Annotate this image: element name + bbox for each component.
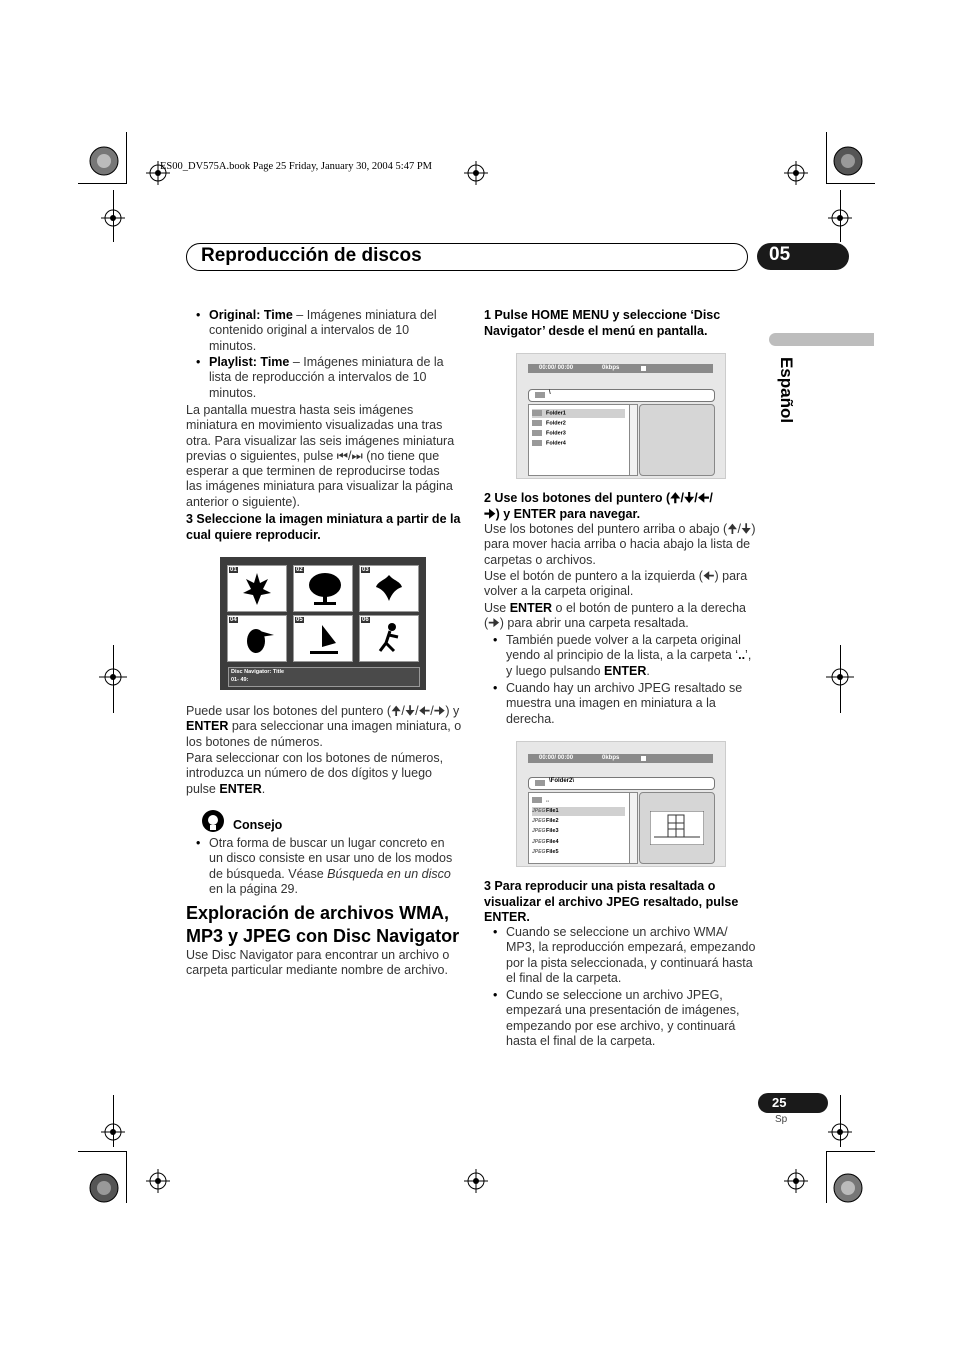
status-bar	[528, 754, 713, 763]
list-item[interactable]	[532, 430, 566, 436]
page-number: 25	[772, 1095, 787, 1110]
windsurf-icon	[308, 621, 340, 657]
bullet-bold: Original: Time	[209, 308, 293, 322]
jpeg-preview-image	[650, 811, 704, 845]
chapter-badge	[757, 243, 849, 270]
bitrate-readout: 0kbps	[602, 755, 620, 761]
folder-icon	[532, 430, 542, 436]
thumb-number: 02	[296, 567, 303, 573]
jpeg-icon: JPEG	[532, 818, 546, 824]
list-item[interactable]	[532, 410, 566, 416]
tip-lightbulb-icon	[200, 809, 226, 835]
list-item-label: File3	[546, 828, 559, 834]
folder-up-icon	[532, 797, 542, 803]
skater-icon	[374, 621, 404, 657]
folder-icon	[535, 780, 545, 786]
thumb-number: 06	[362, 617, 369, 623]
enter-key: ENTER	[186, 719, 229, 734]
step-line: 🠊) y ENTER para navegar.	[484, 506, 641, 521]
para-text: Puede usar los botones del puntero (🠉/🠋/🠈/🠊) y	[186, 704, 460, 718]
thumbnail-01[interactable]	[227, 565, 287, 612]
list-item-label: File2	[546, 818, 559, 824]
paragraph-thumbnails: La pantalla muestra hasta seis imágenes miniatura en movimiento visualizadas una tras otra. Para visualizar las seis imágenes miniatura previas o siguientes, pulse ⏮/⏭ (no tiene que esperar a que terminen de reproducirse todas las imágenes miniatura para visualizar la página anterior o siguiente).	[186, 403, 455, 509]
chapter-number: 05	[769, 244, 791, 265]
thumb-number: 05	[296, 617, 303, 623]
thumb-number: 01	[230, 567, 237, 573]
section-heading	[186, 902, 466, 948]
tip-title: Consejo	[233, 818, 283, 832]
thumb-number: 03	[362, 567, 369, 573]
toucan-icon	[242, 621, 274, 657]
paragraph-left: Use el botón de puntero a la izquierda (🠈) para volver a la carpeta original.	[484, 569, 748, 599]
step-1-home-menu: 1 Pulse HOME MENU y seleccione ‘Disc Navigator’ desde el menú en pantalla.	[484, 308, 721, 338]
para-text: .	[261, 781, 266, 796]
bullet-bold: Playlist: Time	[209, 355, 290, 369]
status-bar	[528, 364, 713, 373]
folder-icon	[532, 420, 542, 426]
list-item[interactable]	[532, 808, 559, 814]
section-title: Reproducción de discos	[201, 245, 422, 266]
enter-key: ENTER	[509, 601, 553, 615]
para-text: o el botón de puntero a la derecha (🠊) para abrir una carpeta resaltada.	[484, 601, 746, 631]
step-line: 2 Use los botones del puntero (🠉/🠋/🠈/	[484, 491, 713, 505]
list-item[interactable]	[532, 420, 566, 426]
heading-line-2: MP3 y JPEG con Disc Navigator	[186, 926, 460, 946]
parent-dots: ..	[738, 648, 746, 663]
list-item-label: ..	[546, 797, 550, 804]
paragraph-number-buttons	[186, 751, 462, 797]
stop-icon	[641, 756, 646, 761]
bitrate-readout: 0kbps	[602, 365, 620, 371]
stop-icon	[641, 366, 646, 371]
tip-text-part: Otra forma de buscar un lugar concreto en un disco consiste en usar uno de los modos de búsqueda. Véase	[209, 836, 453, 881]
list-item[interactable]	[532, 440, 566, 446]
list-item-label: File5	[546, 849, 559, 855]
jpeg-icon: JPEG	[532, 849, 546, 855]
preview-pane	[639, 792, 715, 864]
paragraph-right	[484, 601, 759, 632]
thumbnail-04[interactable]	[227, 615, 287, 662]
list-item[interactable]	[532, 818, 559, 824]
path-field[interactable]	[528, 777, 715, 790]
disc-navigator-screen-2	[516, 741, 726, 867]
path-text: \	[549, 390, 551, 396]
list-item[interactable]	[532, 828, 559, 834]
print-file-line: ES00_DV575A.book Page 25 Friday, January 30, 2004 5:47 PM	[160, 161, 433, 172]
language-code: Sp	[775, 1114, 788, 1125]
page-number-badge	[758, 1093, 828, 1113]
time-readout: 00:00/ 00:00	[539, 755, 574, 761]
paragraph-disc-navigator: Use Disc Navigator para encontrar un archivo o carpeta particular mediante nombre de archivo.	[186, 948, 450, 978]
list-item-label: File4	[546, 839, 559, 845]
list-item-label: Folder4	[546, 440, 566, 447]
step-3-select-thumbnail: 3 Seleccione la imagen miniatura a partir de la cual quiere reproducir.	[186, 512, 461, 542]
bullet-text: – Imágenes miniatura de la lista de reproducción a intervalos de 10 minutos.	[209, 355, 444, 400]
tip-link: Búsqueda en un disco	[327, 866, 451, 881]
time-readout: 00:00/ 00:00	[539, 365, 574, 371]
bullet-text: También puede volver a la carpeta original yendo al principio de la lista, a la carpeta ‘	[506, 633, 741, 663]
thumbnail-06[interactable]	[359, 615, 419, 662]
leaf-icon	[242, 571, 272, 607]
scrollbar[interactable]	[629, 793, 637, 863]
list-item[interactable]	[532, 849, 559, 855]
thumbnail-05[interactable]	[293, 615, 353, 662]
bullet-jpeg-preview: • Cuando hay un archivo JPEG resaltado se muestra una imagen en miniatura a la derecha.	[506, 681, 758, 727]
tip-text	[209, 836, 461, 897]
file-list[interactable]	[528, 792, 638, 864]
bullet-wma-mp3: • Cuando se seleccione un archivo WMA/ MP3, la reproducción empezará, empezando por la pista seleccionada, y continuará hasta el final de la carpeta.	[506, 925, 758, 986]
bullet-playlist-time	[209, 355, 459, 401]
thumb-number: 04	[230, 617, 237, 623]
flower-icon	[374, 571, 404, 607]
language-tab	[776, 350, 796, 430]
list-item-label: Folder3	[546, 430, 566, 437]
tree-icon	[308, 571, 342, 607]
para-text: Para seleccionar con los botones de números, introduzca un número de dos dígitos y luego pulse	[186, 751, 444, 796]
bullet-text: – Imágenes miniatura del contenido original a intervalos de 10 minutos.	[209, 308, 437, 353]
grid-footer-time: 01- 49:	[231, 677, 249, 683]
bullet-jpeg-slideshow: • Cundo se seleccione un archivo JPEG, empezará una presentación de imágenes, empezando por ese archivo, y continuará hasta el final de la carpeta.	[506, 988, 758, 1049]
list-item-label: File1	[546, 808, 559, 814]
list-item-parent[interactable]	[532, 797, 549, 803]
thumbnail-02[interactable]	[293, 565, 353, 612]
step-2-navigate	[484, 491, 760, 522]
jpeg-icon: JPEG	[532, 839, 546, 845]
list-item-label: Folder1	[546, 410, 566, 417]
path-field[interactable]	[528, 389, 715, 402]
bullet-original-time	[209, 308, 459, 354]
scrollbar[interactable]	[629, 405, 637, 475]
thumbnail-03[interactable]	[359, 565, 419, 612]
jpeg-icon: JPEG	[532, 808, 546, 814]
disc-navigator-screen-1	[516, 353, 726, 479]
paragraph-up-down: Use los botones del puntero arriba o abajo (🠉/🠋) para mover hacia arriba o hacia abajo la lista de carpetas o archivos.	[484, 522, 756, 567]
preview-pane	[639, 404, 715, 476]
list-item[interactable]	[532, 839, 559, 845]
path-text: \Folder2\	[549, 778, 575, 784]
list-item-label: Folder2	[546, 420, 566, 427]
grid-footer-title: Disc Navigator: Title	[231, 669, 285, 675]
folder-icon	[535, 392, 545, 398]
language-tab-bar	[769, 333, 874, 346]
enter-key: ENTER	[219, 781, 262, 796]
bullet-return-folder	[506, 633, 758, 679]
section-title-bar	[186, 243, 748, 271]
folder-icon	[532, 410, 542, 416]
step-3-play: 3 Para reproducir una pista resaltada o visualizar el archivo JPEG resaltado, pulse ENTER.	[484, 879, 739, 924]
bullet-text: .	[646, 663, 650, 678]
jpeg-icon: JPEG	[532, 828, 546, 834]
thumbnail-grid-footer	[228, 667, 420, 687]
para-text: para seleccionar una imagen miniatura, o los botones de números.	[186, 719, 462, 749]
file-list[interactable]	[528, 404, 638, 476]
tip-text-part: en la página 29.	[209, 881, 298, 896]
paragraph-pointer-buttons	[186, 704, 462, 750]
folder-icon	[532, 440, 542, 446]
heading-line-1: Exploración de archivos WMA,	[186, 903, 450, 923]
para-text: Use	[484, 601, 510, 615]
enter-key: ENTER	[604, 663, 647, 678]
bullet-text: ’, y luego pulsando	[506, 648, 752, 678]
language-label: Español	[777, 356, 796, 424]
